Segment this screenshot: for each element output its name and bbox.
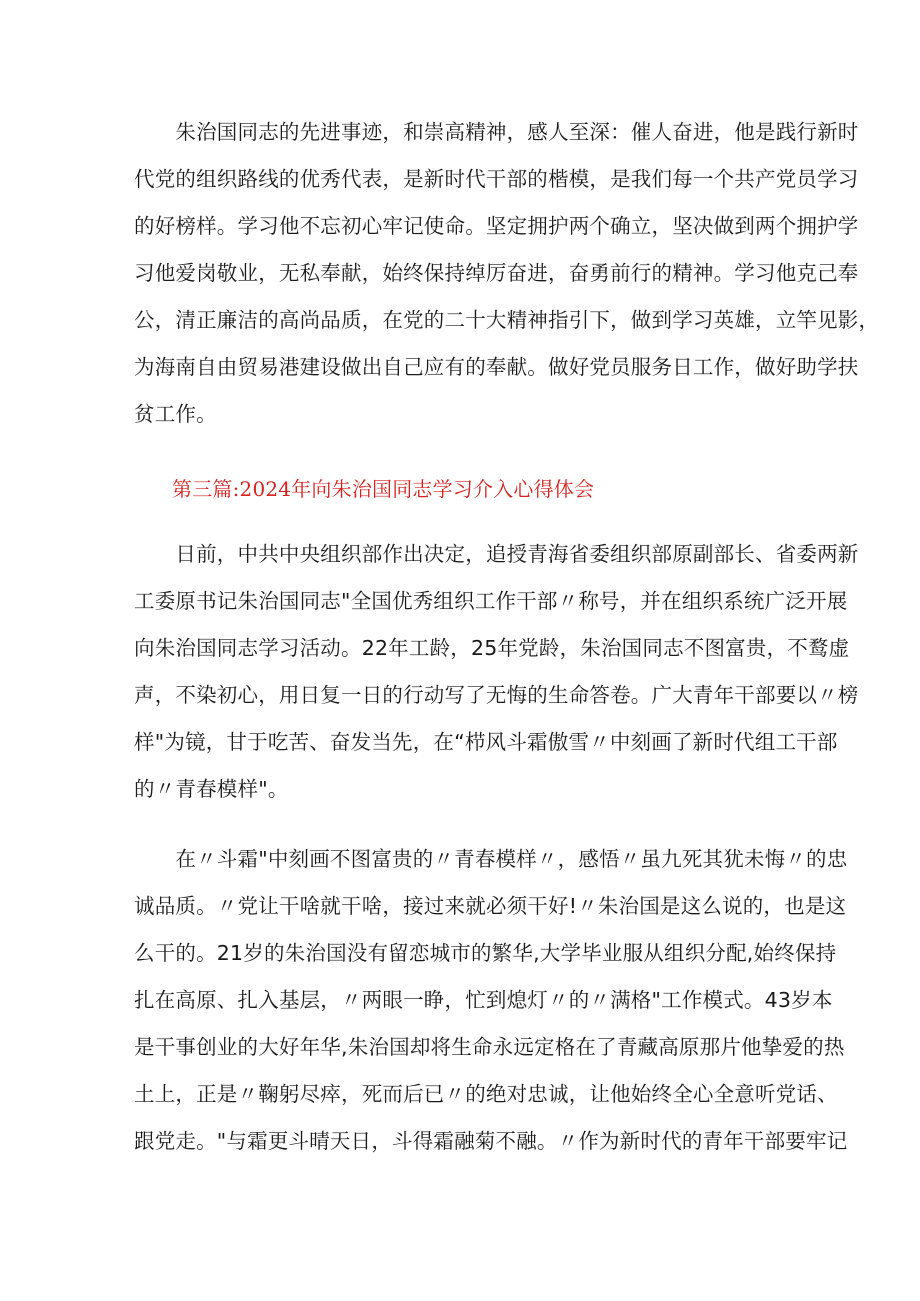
paragraph-3-line-4: 扎在高原、扎入基层，〃两眼一睁，忙到熄灯〃的〃满格"工作模式。43岁本 bbox=[134, 988, 833, 1012]
paragraph-2-line-5: 样"为镜，甘于吃苦、奋发当先，在“栉风斗霜傲雪〃中刻画了新时代组工干部 bbox=[134, 730, 838, 754]
paragraph-1-line-7: 贫工作。 bbox=[134, 402, 217, 426]
paragraph-3-line-2: 诚品质。〃党让干啥就干啥，接过来就必须干好!〃朱治国是这么说的，也是这 bbox=[134, 894, 847, 918]
paragraph-1-line-6: 为海南自由贸易港建设做出自己应有的奉献。做好党员服务日工作，做好助学扶 bbox=[134, 355, 859, 379]
paragraph-1-line-4: 习他爱岗敬业，无私奉献，始终保持绰厉奋进，奋勇前行的精神。学习他克己奉 bbox=[134, 261, 859, 285]
paragraph-1-line-2: 代党的组织路线的优秀代表，是新时代干部的楷模，是我们每一个共产党员学习 bbox=[134, 167, 859, 191]
paragraph-2-line-3: 向朱治国同志学习活动。22年工龄，25年党龄，朱治国同志不图富贵，不鹜虚 bbox=[134, 636, 850, 660]
paragraph-1-line-5: 公，清正廉洁的高尚品质，在党的二十大精神指引下，做到学习英雄，立竿见影， bbox=[134, 308, 880, 332]
paragraph-2-line-1: 日前，中共中央组织部作出决定，追授青海省委组织部原副部长、省委两新 bbox=[134, 542, 859, 566]
paragraph-1-line-3: 的好榜样。学习他不忘初心牢记使命。坚定拥护两个确立，坚决做到两个拥护学 bbox=[134, 214, 859, 238]
paragraph-3-line-3: 么干的。21岁的朱治国没有留恋城市的繁华,大学毕业服从组织分配,始终保持 bbox=[134, 941, 837, 965]
paragraph-3-line-7: 跟党走。"与霜更斗晴天日，斗得霜融菊不融。〃作为新时代的青年干部要牢记 bbox=[134, 1129, 848, 1153]
paragraph-2-line-2: 工委原书记朱治国同志"全国优秀组织工作干部〃称号，并在组织系统广泛开展 bbox=[134, 589, 848, 613]
paragraph-2-line-6: 的〃青春模样"。 bbox=[134, 777, 289, 801]
section-heading: 第三篇:2024年向朱治国同志学习介入心得体会 bbox=[172, 477, 595, 501]
paragraph-3-line-1: 在〃斗霜"中刻画不图富贵的〃青春模样〃，感悟〃虽九死其犹未悔〃的忠 bbox=[134, 847, 848, 871]
paragraph-2-line-4: 声，不染初心，用日复一日的行动写了无悔的生命答卷。广大青年干部要以〃榜 bbox=[134, 683, 859, 707]
paragraph-1-line-1: 朱治国同志的先进事迹，和崇高精神，感人至深：催人奋进，他是践行新时 bbox=[134, 120, 859, 144]
paragraph-3-line-6: 土上，正是〃鞠躬尽瘁，死而后已〃的绝对忠诚，让他始终全心全意听党话、 bbox=[134, 1082, 838, 1106]
paragraph-3-line-5: 是干事创业的大好年华,朱治国却将生命永远定格在了青藏高原那片他挚爱的热 bbox=[134, 1035, 845, 1059]
